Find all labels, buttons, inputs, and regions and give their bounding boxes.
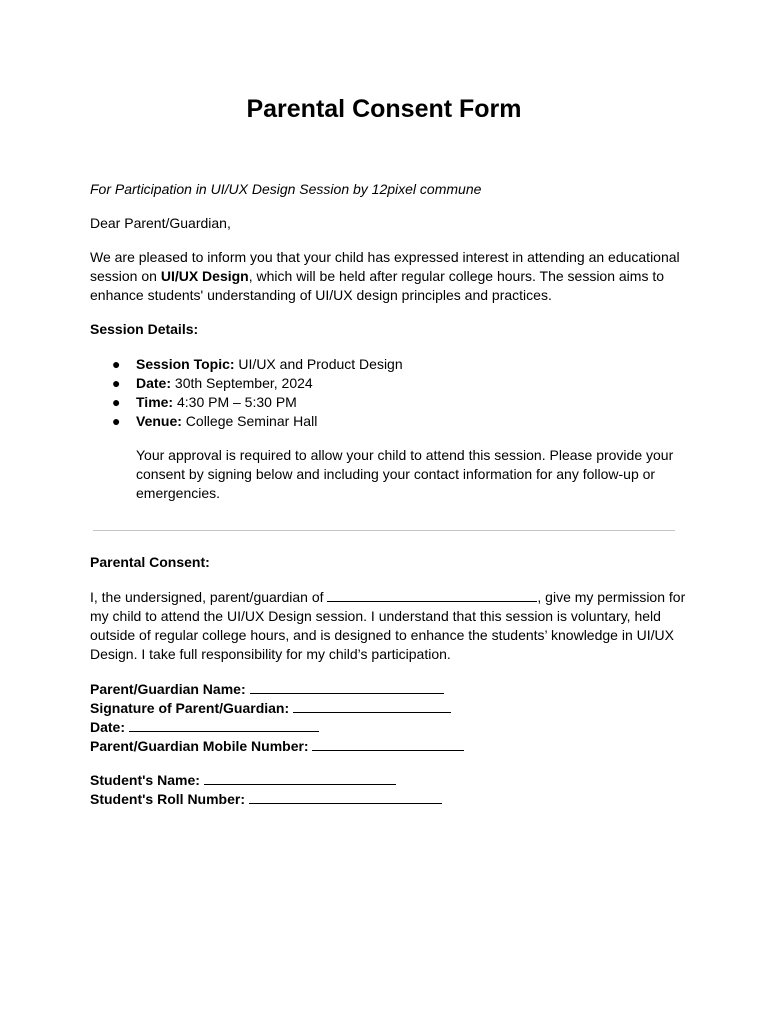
field-mobile xyxy=(90,736,690,755)
greeting: Dear Parent/Guardian, xyxy=(90,215,231,231)
signature-fields xyxy=(90,679,690,808)
detail-label: Date: xyxy=(136,375,172,391)
child-name-blank[interactable] xyxy=(327,587,537,602)
field-label: Date: xyxy=(90,719,126,735)
session-details-heading: Session Details: xyxy=(90,321,199,337)
student-name-blank[interactable] xyxy=(204,770,396,785)
detail-value: UI/UX and Product Design xyxy=(234,356,403,372)
intro-paragraph xyxy=(90,248,690,305)
detail-label: Session Topic: xyxy=(136,356,235,372)
field-label: Parent/Guardian Name: xyxy=(90,681,246,697)
consent-text-1: I, the undersigned, parent/guardian of xyxy=(90,589,328,605)
detail-item-topic xyxy=(90,355,690,374)
signature-blank[interactable] xyxy=(293,698,451,713)
detail-value: 4:30 PM – 5:30 PM xyxy=(173,394,297,410)
bullet-icon: ● xyxy=(112,375,121,391)
intro-text-2: , which will be held after regular college hours. The session aims to enhance students' understanding of UI/UX design principles and practices. xyxy=(90,268,665,303)
mobile-blank[interactable] xyxy=(312,736,464,751)
field-label: Parent/Guardian Mobile Number: xyxy=(90,738,309,754)
approval-paragraph: Your approval is required to allow your child to attend this session. Please provide your consent by signing below and including your contact information for any follow-up or emergencies. xyxy=(136,447,674,501)
field-signature xyxy=(90,698,690,717)
parental-consent-heading: Parental Consent: xyxy=(90,554,210,570)
detail-label: Venue: xyxy=(136,413,182,429)
field-guardian-name xyxy=(90,679,690,698)
consent-paragraph xyxy=(90,587,690,664)
date-blank[interactable] xyxy=(129,717,319,732)
intro-bold-topic: UI/UX Design xyxy=(160,268,249,284)
detail-label: Time: xyxy=(136,394,174,410)
detail-value: College Seminar Hall xyxy=(181,413,318,429)
field-label: Student's Name: xyxy=(90,772,200,788)
roll-number-blank[interactable] xyxy=(249,789,442,804)
field-student-name xyxy=(90,770,690,789)
session-details-list xyxy=(90,355,690,431)
intro-text-1: We are pleased to inform you that your child has expressed interest in attending an educational session on xyxy=(90,249,680,284)
field-roll-number xyxy=(90,789,690,808)
field-label: Signature of Parent/Guardian: xyxy=(90,700,290,716)
guardian-name-blank[interactable] xyxy=(250,679,444,694)
consent-text-2: , give my permission for my child to attend the UI/UX Design session. I understand that this session is voluntary, held outside of regular college hours, and is designed to enhance the students’ knowledge in UI/UX Design. I take full responsibility for my child’s participation. xyxy=(90,589,686,662)
field-date xyxy=(90,717,690,736)
detail-item-date xyxy=(90,374,690,393)
horizontal-divider xyxy=(93,530,675,531)
bullet-icon: ● xyxy=(112,356,121,372)
form-subtitle: For Participation in UI/UX Design Session by 12pixel commune xyxy=(90,181,482,197)
page-title: Parental Consent Form xyxy=(246,95,522,123)
detail-item-venue xyxy=(90,412,690,431)
bullet-icon: ● xyxy=(112,413,121,429)
detail-value: 30th September, 2024 xyxy=(171,375,313,391)
bullet-icon: ● xyxy=(112,394,121,410)
detail-item-time xyxy=(90,393,690,412)
field-label: Student's Roll Number: xyxy=(90,791,245,807)
